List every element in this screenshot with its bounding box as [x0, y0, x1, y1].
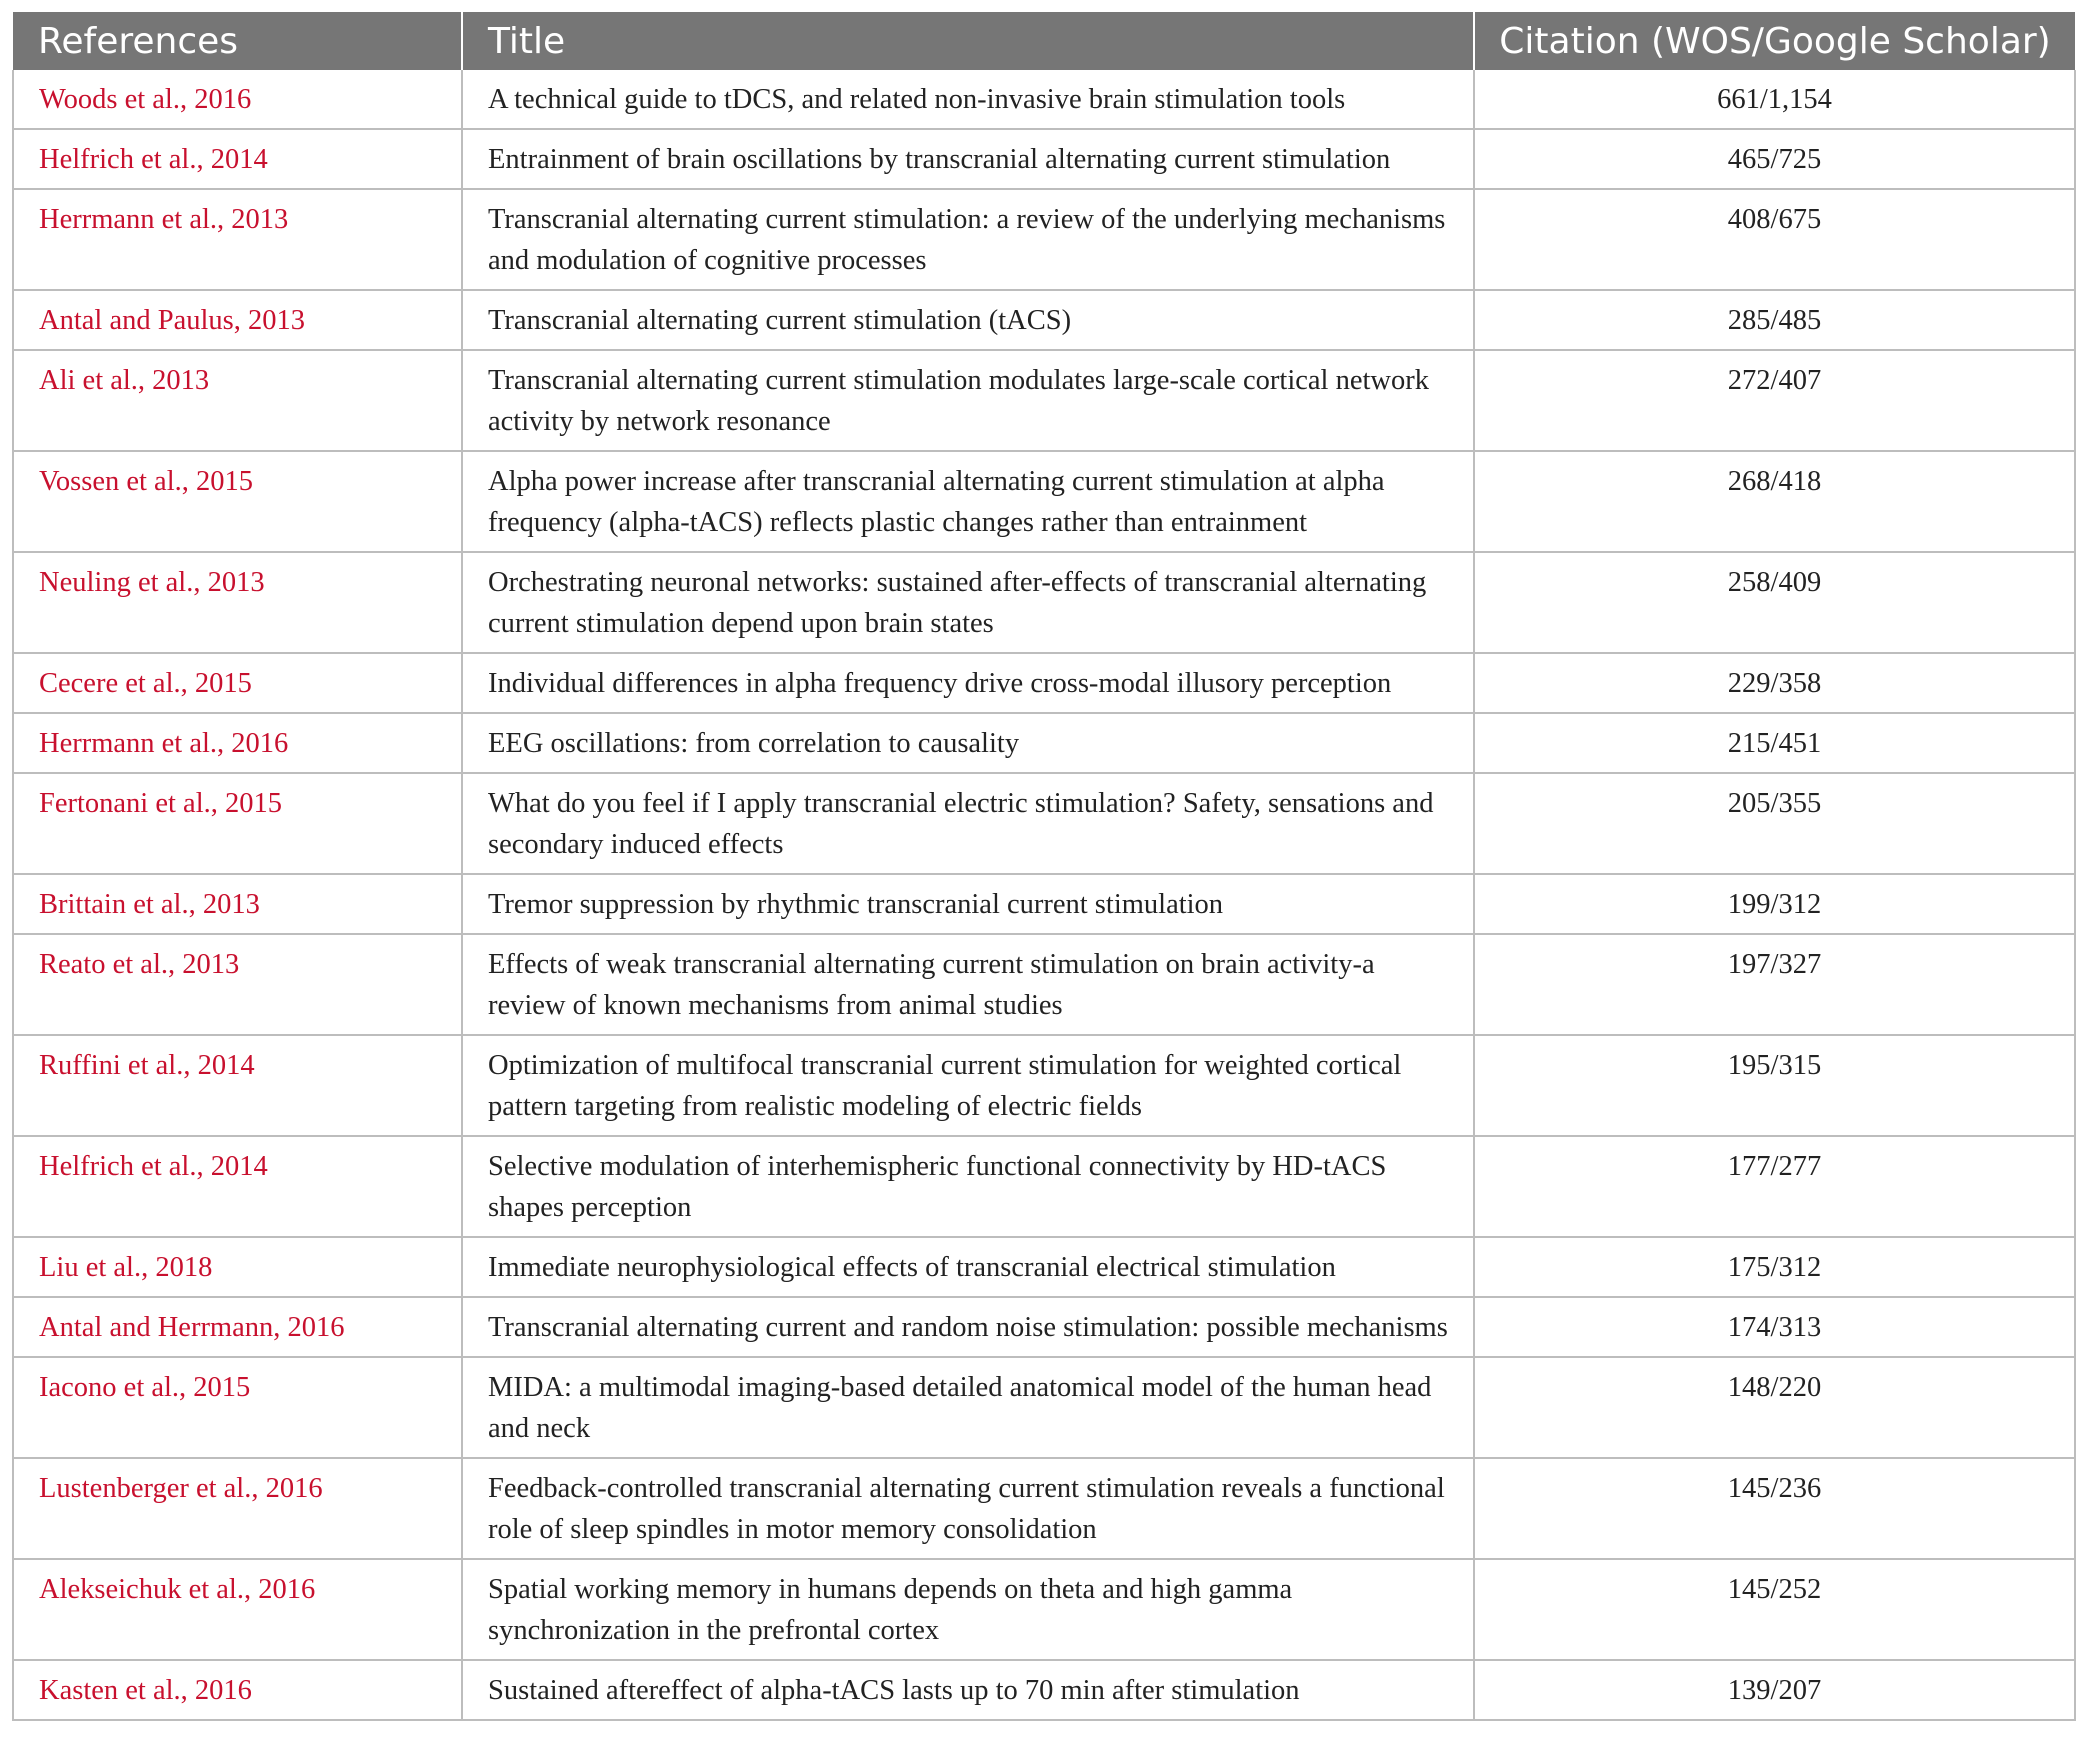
citation-count: 661/1,154	[1474, 70, 2075, 129]
table-row	[13, 350, 2075, 451]
citation-count: 268/418	[1474, 451, 2075, 552]
table-header	[13, 12, 2075, 70]
table-row	[13, 552, 2075, 653]
table-row	[13, 290, 2075, 350]
reference-link[interactable]: Lustenberger et al., 2016	[13, 1458, 462, 1559]
header-citation: Citation (WOS/Google Scholar)	[1474, 12, 2075, 70]
reference-link[interactable]: Alekseichuk et al., 2016	[13, 1559, 462, 1660]
table-row	[13, 773, 2075, 874]
citation-count: 199/312	[1474, 874, 2075, 934]
article-title: Selective modulation of interhemispheric functional connectivity by HD-tACS shapes perception	[462, 1136, 1474, 1237]
citation-count: 197/327	[1474, 934, 2075, 1035]
table-row	[13, 653, 2075, 713]
article-title: Transcranial alternating current stimulation: a review of the underlying mechanisms and modulation of cognitive processes	[462, 189, 1474, 290]
table-row	[13, 1458, 2075, 1559]
citation-count: 175/312	[1474, 1237, 2075, 1297]
reference-link[interactable]: Woods et al., 2016	[13, 70, 462, 129]
article-title: A technical guide to tDCS, and related non-invasive brain stimulation tools	[462, 70, 1474, 129]
reference-link[interactable]: Herrmann et al., 2016	[13, 713, 462, 773]
table-row	[13, 1297, 2075, 1357]
citation-count: 258/409	[1474, 552, 2075, 653]
article-title: Individual differences in alpha frequency drive cross-modal illusory perception	[462, 653, 1474, 713]
table-row	[13, 1136, 2075, 1237]
citation-count: 174/313	[1474, 1297, 2075, 1357]
reference-link[interactable]: Helfrich et al., 2014	[13, 1136, 462, 1237]
citation-count: 177/277	[1474, 1136, 2075, 1237]
header-references: References	[13, 12, 462, 70]
article-title: Spatial working memory in humans depends on theta and high gamma synchronization in the prefrontal cortex	[462, 1559, 1474, 1660]
reference-link[interactable]: Cecere et al., 2015	[13, 653, 462, 713]
reference-link[interactable]: Vossen et al., 2015	[13, 451, 462, 552]
citation-count: 272/407	[1474, 350, 2075, 451]
article-title: Feedback-controlled transcranial alternating current stimulation reveals a functional role of sleep spindles in motor memory consolidation	[462, 1458, 1474, 1559]
header-row	[13, 12, 2075, 70]
citation-table	[12, 12, 2076, 1721]
citation-table-container	[12, 12, 2076, 1721]
table-row	[13, 451, 2075, 552]
article-title: What do you feel if I apply transcranial electric stimulation? Safety, sensations and secondary induced effects	[462, 773, 1474, 874]
table-row	[13, 129, 2075, 189]
reference-link[interactable]: Neuling et al., 2013	[13, 552, 462, 653]
reference-link[interactable]: Fertonani et al., 2015	[13, 773, 462, 874]
article-title: Sustained aftereffect of alpha-tACS lasts up to 70 min after stimulation	[462, 1660, 1474, 1720]
citation-count: 148/220	[1474, 1357, 2075, 1458]
article-title: Entrainment of brain oscillations by transcranial alternating current stimulation	[462, 129, 1474, 189]
reference-link[interactable]: Ruffini et al., 2014	[13, 1035, 462, 1136]
reference-link[interactable]: Liu et al., 2018	[13, 1237, 462, 1297]
citation-count: 139/207	[1474, 1660, 2075, 1720]
citation-count: 229/358	[1474, 653, 2075, 713]
article-title: Effects of weak transcranial alternating current stimulation on brain activity-a review of known mechanisms from animal studies	[462, 934, 1474, 1035]
table-row	[13, 1357, 2075, 1458]
table-row	[13, 1559, 2075, 1660]
reference-link[interactable]: Herrmann et al., 2013	[13, 189, 462, 290]
table-row	[13, 713, 2075, 773]
article-title: Transcranial alternating current stimulation modulates large-scale cortical network activity by network resonance	[462, 350, 1474, 451]
article-title: Transcranial alternating current and random noise stimulation: possible mechanisms	[462, 1297, 1474, 1357]
article-title: Alpha power increase after transcranial alternating current stimulation at alpha frequency (alpha-tACS) reflects plastic changes rather than entrainment	[462, 451, 1474, 552]
article-title: Orchestrating neuronal networks: sustained after-effects of transcranial alternating current stimulation depend upon brain states	[462, 552, 1474, 653]
reference-link[interactable]: Brittain et al., 2013	[13, 874, 462, 934]
reference-link[interactable]: Reato et al., 2013	[13, 934, 462, 1035]
table-row	[13, 70, 2075, 129]
article-title: Immediate neurophysiological effects of transcranial electrical stimulation	[462, 1237, 1474, 1297]
table-body	[13, 70, 2075, 1720]
table-row	[13, 874, 2075, 934]
reference-link[interactable]: Kasten et al., 2016	[13, 1660, 462, 1720]
citation-count: 195/315	[1474, 1035, 2075, 1136]
article-title: Transcranial alternating current stimulation (tACS)	[462, 290, 1474, 350]
citation-count: 205/355	[1474, 773, 2075, 874]
table-row	[13, 1660, 2075, 1720]
citation-count: 408/675	[1474, 189, 2075, 290]
header-title: Title	[462, 12, 1474, 70]
table-row	[13, 1237, 2075, 1297]
article-title: Tremor suppression by rhythmic transcranial current stimulation	[462, 874, 1474, 934]
citation-count: 215/451	[1474, 713, 2075, 773]
reference-link[interactable]: Helfrich et al., 2014	[13, 129, 462, 189]
table-row	[13, 189, 2075, 290]
article-title: EEG oscillations: from correlation to causality	[462, 713, 1474, 773]
table-row	[13, 1035, 2075, 1136]
citation-count: 145/252	[1474, 1559, 2075, 1660]
reference-link[interactable]: Antal and Herrmann, 2016	[13, 1297, 462, 1357]
reference-link[interactable]: Ali et al., 2013	[13, 350, 462, 451]
citation-count: 465/725	[1474, 129, 2075, 189]
article-title: MIDA: a multimodal imaging-based detailed anatomical model of the human head and neck	[462, 1357, 1474, 1458]
table-row	[13, 934, 2075, 1035]
reference-link[interactable]: Antal and Paulus, 2013	[13, 290, 462, 350]
citation-count: 285/485	[1474, 290, 2075, 350]
citation-count: 145/236	[1474, 1458, 2075, 1559]
article-title: Optimization of multifocal transcranial current stimulation for weighted cortical pattern targeting from realistic modeling of electric fields	[462, 1035, 1474, 1136]
reference-link[interactable]: Iacono et al., 2015	[13, 1357, 462, 1458]
